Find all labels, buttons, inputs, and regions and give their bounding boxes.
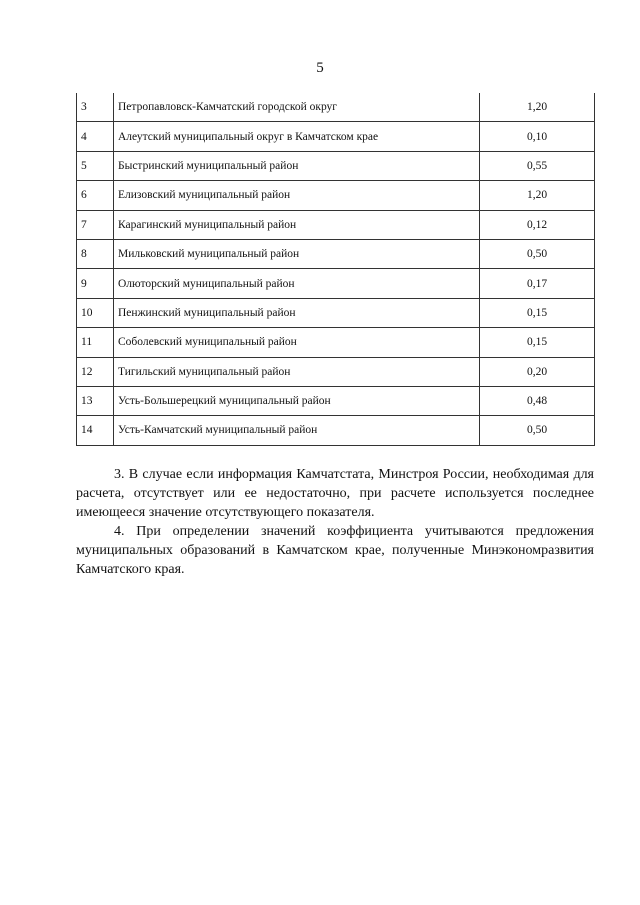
row-number: 12	[77, 357, 114, 386]
paragraph-4: 4. При определении значений коэффициента учитываются предложения муниципальных образований в Камчатском крае, полученные Минэкономразвития Камчатского края.	[76, 524, 594, 577]
table-row	[77, 298, 595, 327]
table-row	[77, 122, 595, 151]
municipality-name: Соболевский муниципальный район	[114, 328, 480, 357]
row-number: 3	[77, 93, 114, 122]
coefficient-value: 0,50	[480, 239, 595, 268]
row-number: 8	[77, 239, 114, 268]
table-row	[77, 328, 595, 357]
municipality-name: Олюторский муниципальный район	[114, 269, 480, 298]
row-number: 7	[77, 210, 114, 239]
table-row	[77, 386, 595, 415]
table-row	[77, 210, 595, 239]
coefficient-value: 0,10	[480, 122, 595, 151]
table-row	[77, 181, 595, 210]
row-number: 11	[77, 328, 114, 357]
municipality-name: Елизовский муниципальный район	[114, 181, 480, 210]
row-number: 9	[77, 269, 114, 298]
coefficient-value: 0,15	[480, 298, 595, 327]
coefficient-value: 1,20	[480, 93, 595, 122]
row-number: 5	[77, 151, 114, 180]
municipality-name: Усть-Большерецкий муниципальный район	[114, 386, 480, 415]
coefficient-value: 0,15	[480, 328, 595, 357]
table-row	[77, 239, 595, 268]
page-number: 5	[316, 60, 324, 76]
municipality-name: Карагинский муниципальный район	[114, 210, 480, 239]
coefficient-value: 0,20	[480, 357, 595, 386]
coefficient-value: 0,12	[480, 210, 595, 239]
coefficient-value: 0,50	[480, 416, 595, 445]
coefficient-table	[76, 93, 595, 446]
coefficient-value: 0,48	[480, 386, 595, 415]
row-number: 13	[77, 386, 114, 415]
table-row	[77, 416, 595, 445]
table-row	[77, 151, 595, 180]
table-row	[77, 269, 595, 298]
row-number: 4	[77, 122, 114, 151]
coefficient-value: 0,55	[480, 151, 595, 180]
municipality-name: Алеутский муниципальный округ в Камчатском крае	[114, 122, 480, 151]
table-row	[77, 93, 595, 122]
row-number: 6	[77, 181, 114, 210]
coefficient-value: 0,17	[480, 269, 595, 298]
municipality-name: Пенжинский муниципальный район	[114, 298, 480, 327]
coefficient-value: 1,20	[480, 181, 595, 210]
row-number: 14	[77, 416, 114, 445]
municipality-name: Быстринский муниципальный район	[114, 151, 480, 180]
paragraph-3: 3. В случае если информация Камчатстата, Минстроя России, необходимая для расчета, отсутствует или ее недостаточно, при расчете используется последнее имеющееся значение отсутствующего показателя.	[76, 467, 594, 520]
row-number: 10	[77, 298, 114, 327]
municipality-name: Усть-Камчатский муниципальный район	[114, 416, 480, 445]
table-row	[77, 357, 595, 386]
notes-section	[76, 465, 594, 579]
municipality-name: Мильковский муниципальный район	[114, 239, 480, 268]
municipality-name: Тигильский муниципальный район	[114, 357, 480, 386]
municipality-name: Петропавловск-Камчатский городской округ	[114, 93, 480, 122]
